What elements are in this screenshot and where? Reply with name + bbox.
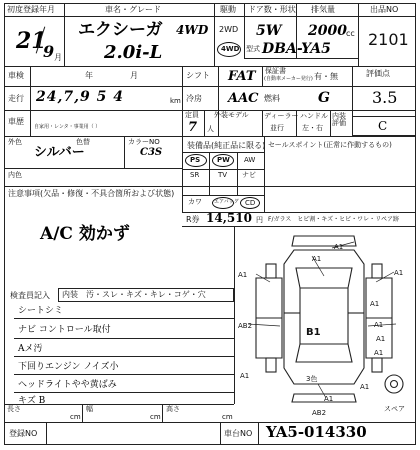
doors-label: ドア数・形状 — [248, 5, 296, 14]
notes-handwritten: A/C 効かず — [40, 224, 130, 244]
exterior-model-label: 外装モデル — [214, 111, 249, 119]
equip-aw: AW — [244, 156, 256, 164]
warranty-options: 有・無 — [314, 72, 338, 81]
color-code-label: カラーNO — [128, 138, 160, 146]
equipment-title: 装備品(純正品に限る) — [187, 141, 266, 150]
model-name: エクシーガ — [78, 20, 163, 40]
drive-label: 駆動 — [220, 5, 236, 14]
grade-label: 評価点 — [366, 69, 390, 78]
equip-navi: ナビ — [242, 171, 256, 179]
color-change-label: 色替 — [76, 138, 90, 146]
damage-label-9: A1 — [376, 335, 386, 343]
inspector-line-6: キズ B — [18, 396, 46, 406]
doors-value: 5W — [256, 23, 282, 39]
equip-airbag: エアバッグ — [214, 199, 239, 205]
grade: 2.0i-L — [104, 42, 163, 63]
ac-label: 冷房 — [186, 94, 202, 103]
inspection-year-label: 年 — [85, 71, 93, 80]
dealer-value: 並行 — [270, 124, 284, 132]
warranty-label: 保証書 — [265, 67, 286, 75]
sales-point-label: セールスポイント(正常に作動するもの) — [268, 141, 392, 149]
capacity-label: 定員 — [185, 111, 199, 119]
lot-number: 2101 — [368, 30, 409, 49]
registration-no-label: 登録NO — [9, 429, 38, 438]
exterior-color-value: シルバー — [34, 145, 85, 160]
ac-value: AAC — [228, 91, 259, 106]
height-label: 高さ — [166, 405, 180, 413]
inspector-line-4: 下回りエンジン ノイズ小 — [18, 362, 119, 372]
damage-label-12: A1 — [360, 383, 370, 391]
length-unit: cm — [70, 413, 81, 421]
damage-label-2: A1 — [312, 255, 322, 263]
equip-sr: SR — [190, 171, 200, 179]
damage-label-14: AB2 — [312, 409, 327, 417]
capacity-unit: 人 — [207, 125, 214, 133]
damage-label-1: A1 — [334, 243, 344, 251]
width-unit: cm — [150, 413, 161, 421]
drive-value: 2WD — [219, 25, 239, 34]
equip-leather: カワ — [188, 198, 202, 206]
inspector-line-1: シートシミ — [18, 306, 64, 316]
handle-label: ハンドル — [300, 112, 328, 120]
damage-label-10: A1 — [374, 349, 384, 357]
displacement-label: 排気量 — [311, 5, 335, 14]
type-label: 型式 — [246, 45, 260, 53]
model-code: DBA-YA5 — [262, 41, 331, 57]
capacity-value: 7 — [188, 120, 198, 135]
notes-label: 注意事項(欠品・修復・不具合箇所および状態) — [8, 189, 175, 198]
color-code-value: C3S — [140, 147, 163, 158]
recycle-value: 14,510 — [206, 211, 252, 225]
inspector-line-3: Aメ汚 — [18, 344, 43, 354]
fuel-label: 燃料 — [264, 94, 280, 103]
mileage-value: 24,7,9 5 4 — [36, 89, 124, 105]
shift-label: シフト — [186, 71, 210, 80]
exterior-color-label: 外色 — [8, 138, 22, 146]
fuel-value: G — [318, 90, 330, 106]
inspection-label: 車検 — [8, 71, 24, 80]
chassis-label: 車台NO — [224, 429, 253, 438]
interior-label: 内装評価 — [332, 112, 346, 127]
damage-label-8: B1 — [306, 327, 321, 338]
damage-label-6: A1 — [374, 321, 384, 329]
history-options: 自家用・レンタ・事業用（ ） — [34, 124, 101, 130]
damage-label-15: A1 — [324, 395, 334, 403]
sales-row: F/ガラス ヒビ割・キズ・ヒビ・ワレ・リペア跡 — [268, 216, 400, 223]
equip-cd: CD — [245, 199, 256, 207]
registration-label: 初度登録年月 — [7, 5, 55, 14]
displacement-unit: cc — [346, 29, 355, 38]
equip-ps: PS — [190, 156, 201, 164]
inspection-month-label: 月 — [130, 71, 138, 80]
height-unit: cm — [222, 413, 233, 421]
inspector-interior-items: 汚・スレ・キズ・キレ・コゲ・穴 — [86, 290, 206, 299]
grade-value: 3.5 — [372, 88, 398, 107]
mileage-label: 走行 — [8, 94, 24, 103]
drive-circle-text: 4WD — [221, 45, 240, 53]
damage-label-5: A1 — [370, 300, 380, 308]
damage-label-11: A1 — [240, 372, 250, 380]
displacement-value: 2000 — [308, 23, 347, 39]
warranty-sub: (自動車メーカー発行) — [264, 76, 313, 82]
lot-label: 出品NO — [370, 5, 399, 14]
equip-pw: PW — [217, 156, 230, 164]
chassis-value: YA5-014330 — [266, 423, 367, 441]
length-label: 長さ — [7, 405, 21, 413]
spare-label: スペア — [384, 405, 405, 413]
interior-value: C — [378, 119, 388, 133]
drive-handwritten: 4WD — [176, 23, 209, 37]
damage-label-13: 3色 — [306, 375, 318, 383]
handle-value: 左・右 — [302, 124, 323, 132]
inspector-line-5: ヘッドライトやや黄ばみ — [18, 380, 117, 390]
reg-month-unit: 月 — [54, 53, 62, 62]
recycle-unit: 円 — [256, 216, 263, 224]
equip-tv: TV — [218, 171, 228, 179]
damage-label-3: A1 — [238, 271, 248, 279]
mileage-unit: km — [170, 97, 181, 105]
history-label: 車歴 — [8, 117, 24, 126]
damage-label-7: AB2 — [238, 322, 253, 330]
interior-color-label: 内色 — [8, 171, 22, 179]
shift-value: FAT — [228, 69, 256, 84]
inspector-line-2: ナビ コントロール取付 — [18, 325, 111, 335]
dealer-label: ディーラー — [264, 112, 299, 120]
width-label: 幅 — [86, 405, 93, 413]
damage-label-4: A1 — [394, 269, 404, 277]
inspector-interior-label: 内装 — [62, 290, 78, 299]
car-damage-diagram — [236, 228, 414, 404]
reg-month: 9 — [43, 42, 55, 61]
inspector-label: 検査員記入 — [10, 291, 50, 300]
name-grade-label: 車名・グレード — [105, 5, 161, 14]
reg-year: 21 — [16, 28, 47, 54]
recycle-label: R券 — [186, 215, 200, 224]
